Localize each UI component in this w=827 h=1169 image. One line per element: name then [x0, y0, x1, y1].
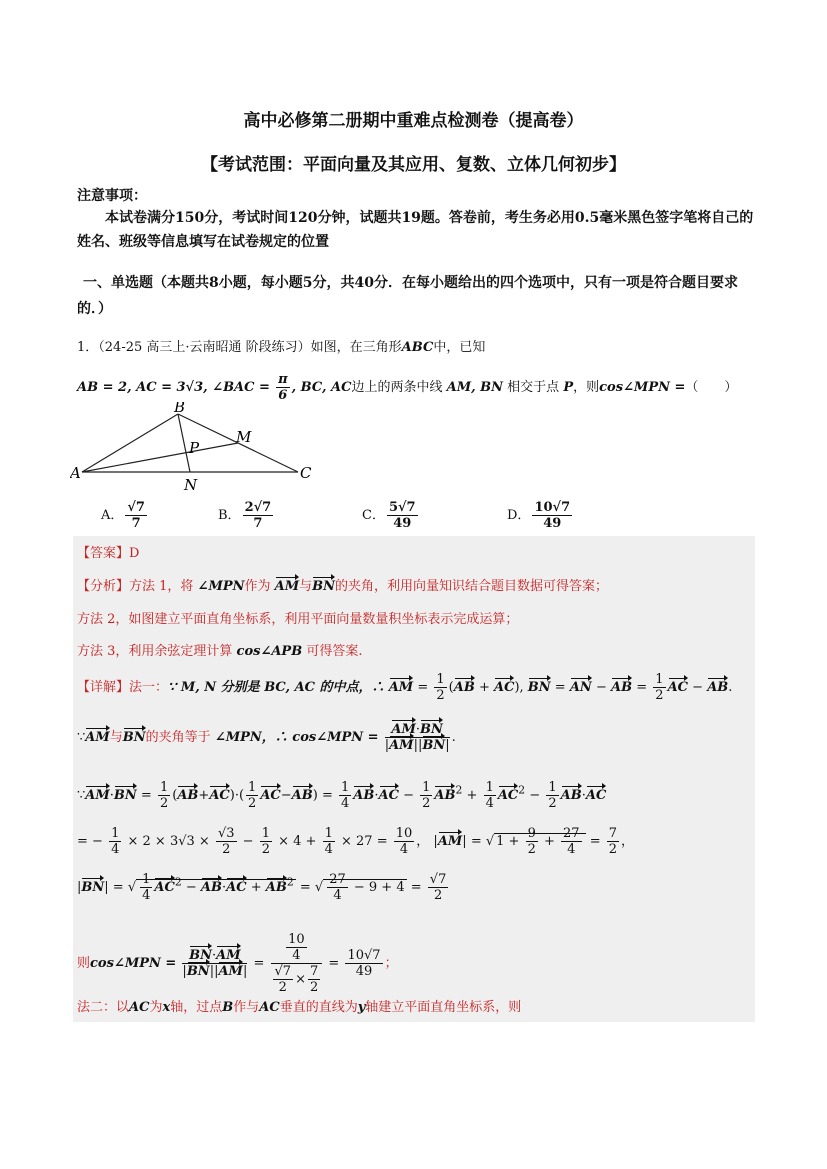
option-fraction [125, 500, 147, 531]
vector-ab: AB [200, 880, 222, 895]
segment-ac: AC [259, 1000, 280, 1015]
eq-sign: = [328, 956, 340, 971]
frac-num: √7 [429, 872, 447, 887]
frac-num: 27 [563, 826, 580, 841]
midpoint-statement: ∵ M, N 分别是 BC, AC 的中点，∴ [168, 680, 385, 695]
section-heading: 一、单选题（本题共8小题，每小题5分，共40分．在每小题给出的四个选项中，只有一项是符合题目要求的．） [77, 275, 738, 317]
frac-num: π [278, 372, 288, 387]
dot: · [415, 722, 421, 737]
page-title: 高中必修第二册期中重难点检测卷（提高卷） [243, 111, 584, 131]
frac-den: 4 [142, 888, 151, 903]
frac-den: 2 [278, 980, 287, 995]
segment-ac: AC [129, 1000, 150, 1015]
vector-bn: BN [189, 948, 212, 963]
half-fraction [246, 780, 258, 811]
analysis-line-3 [77, 640, 362, 659]
frac-num: 1 [248, 780, 257, 795]
y-axis-var: y [357, 1000, 366, 1015]
frac-den: 4 [333, 888, 342, 903]
detail-line-3: ∵AM·BN = $\frac{1}{2}$ (AB+AC)·( $\frac{1}{2}$ AC−AB) = $\frac{1}{4}$ AB·AC − $\frac{1}{2}$ $AB^2$ + $\frac{1}{4}$ $AC^2$ − $\frac{1}{2}$ AB·AC [77, 780, 607, 811]
medians: AM, BN [446, 380, 504, 395]
frac-num: 1 [341, 780, 350, 795]
eq-sign: = [470, 834, 482, 849]
point-b: B [222, 1000, 234, 1015]
sqrt7-over-2 [428, 872, 449, 903]
vector-ac: AC [260, 788, 281, 803]
eq-sign: = [410, 880, 422, 895]
expr: × 4 + [278, 834, 317, 849]
cos-fraction: $\frac{BN\cdot AM}{|BN||AM|}$ [182, 948, 248, 979]
vector-bn: BN [122, 730, 146, 745]
detail-line-5: |BN| = √ $\frac{1}{4}$ $AC^2 - AB\cdot AC + AB^2$ = √ $\frac{27}{4}$ − 9 + 4 = $\frac{√7}{2}$ [77, 872, 447, 903]
cos-apb: cos∠APB [236, 644, 303, 659]
quarter-fraction [323, 826, 335, 857]
detail-text: 垂直的直线为 [279, 1000, 358, 1015]
frac-den: 2 [436, 688, 445, 703]
notice-text: 本试卷满分150分，考试时间120分钟，试题共19题。答卷前，考生务必用0.5毫米黑色签字笔将自己的姓名、班级等信息填写在试卷规定的位置 [77, 210, 754, 250]
cos-formula: ，∴ cos∠MPN = [261, 730, 379, 745]
vector-an: AN [569, 680, 592, 695]
cos-formula: cos∠MPN = [90, 956, 177, 971]
half-fraction [653, 672, 665, 703]
frac-den: 4 [111, 842, 120, 857]
quarter-fraction [140, 872, 152, 903]
eq-sign: = [112, 880, 124, 895]
sqrt7-over-2 [273, 964, 294, 995]
frac-num: 7 [608, 826, 618, 841]
half-fraction [420, 780, 432, 811]
detail-line-4: = − $\frac{1}{4}$ × 2 × 3√3 × $\frac{√3}{2}$ − $\frac{1}{2}$ × 4 + $\frac{1}{4}$ × 27 = $\frac{10}{4}$ ， |AM| = √ 1 + $\frac{9}{2}$ + $\frac{27}{4}$ = $\frac{7}{2}$ ， [77, 826, 635, 857]
minus-sign: − [280, 788, 292, 803]
frac-den: 2 [222, 842, 231, 857]
frac-den: 2 [159, 796, 169, 811]
method2-line [77, 996, 521, 1015]
frac-num: 1 [159, 780, 169, 795]
sqrt-expr: 1 + $\frac{9}{2}$ + $\frac{27}{4}$ [494, 833, 585, 849]
option-letter: D． [507, 508, 531, 523]
minus-sign: − [185, 880, 197, 895]
pi-over-6 [276, 372, 290, 403]
analysis-text: 【分析】方法 1，将 [77, 579, 194, 594]
frac-den: 4 [399, 842, 409, 857]
question-source: （24-25 高三上·云南昭通 阶段练习） [98, 340, 311, 355]
frac-num: 27 [329, 872, 346, 887]
label-m: M [236, 428, 252, 446]
vector-ab: AB [434, 788, 456, 803]
vector-ab: AB [707, 680, 729, 695]
frac-den: 7 [253, 516, 263, 531]
detail-text: 则 [77, 956, 91, 971]
vector-am: AM [389, 738, 414, 753]
vector-am: AM [216, 948, 241, 963]
frac-den: 4 [485, 796, 494, 811]
condition-math: , BC, AC [291, 380, 352, 395]
sqrt3-over-2 [216, 826, 237, 857]
because-sign: ∵ [77, 788, 86, 803]
expr: 1 + [496, 834, 520, 849]
x-axis-var: x [162, 1000, 171, 1015]
solution-panel [73, 536, 755, 1022]
ten-over-four [394, 826, 415, 857]
expr: × 27 = [341, 834, 388, 849]
analysis-line-1 [77, 575, 608, 594]
frac-den: 2 [608, 842, 618, 857]
vector-ab: AB [265, 880, 287, 895]
frac-den: 2 [422, 796, 431, 811]
frac-num: 2√7 [244, 500, 272, 515]
option-letter: B． [218, 508, 241, 523]
vector-ab: AB [177, 788, 199, 803]
option-letter: A． [101, 508, 124, 523]
frac-num: 1 [655, 672, 664, 687]
answer-blank: （ ） [685, 380, 738, 395]
vector-am: AM [391, 722, 416, 737]
quarter-fraction [484, 780, 496, 811]
option-c[interactable] [362, 500, 420, 531]
frac-den: 2 [548, 796, 557, 811]
frac-num: 10 [395, 826, 413, 841]
stem-text: 如图，在三角形 [310, 340, 402, 355]
detail-line-2: ∵AM与BN的夹角等于 ∠MPN，∴ cos∠MPN = $\frac{AM\cdot BN}{|AM||BN|}$ . [77, 722, 456, 753]
frac-den: 4 [567, 842, 576, 857]
frac-num: 1 [111, 826, 120, 841]
frac-den: 2 [309, 980, 319, 995]
detail-text: 的夹角等于 [145, 730, 211, 745]
eq-sign: = [417, 680, 429, 695]
vector-ac: AC [378, 788, 399, 803]
analysis-text: 可得答案. [306, 644, 363, 659]
point-p: P [563, 380, 574, 395]
times-sign: × [295, 972, 306, 987]
question-stem [77, 336, 485, 355]
detail-text: 为 [149, 1000, 163, 1015]
question-number: 1． [77, 340, 99, 355]
frac-den: 2 [527, 842, 536, 857]
half-fraction [260, 826, 272, 857]
seven-over-two [308, 964, 320, 995]
frac-den: 4 [292, 948, 301, 963]
plus-sign: + [466, 788, 478, 803]
vector-ac: AC [667, 680, 688, 695]
frac-den: 2 [261, 842, 270, 857]
detail-text: 轴建立平面直角坐标系，则 [365, 1000, 522, 1015]
frac-num: 10 [288, 932, 305, 947]
vector-am: AM [85, 788, 110, 803]
eq-sign: = [321, 788, 333, 803]
expr: − [242, 834, 254, 849]
frac-num: 1 [142, 872, 151, 887]
detail-line-1: 【详解】法一：∵ M, N 分别是 BC, AC 的中点，∴ AM = $\frac{1}{2}$ (AB + AC), BN = AN − AB = $\frac{1}{2}$ AC − AB. [77, 672, 733, 703]
expr: × 2 × 3√3 × [127, 834, 210, 849]
frac-num: 1 [548, 780, 557, 795]
comma: ， [416, 834, 430, 849]
half-fraction [434, 672, 446, 703]
minus-sign: − [595, 680, 607, 695]
compound-fraction [271, 932, 323, 995]
frac-den: 2 [433, 888, 443, 903]
vector-ab: AB [353, 788, 375, 803]
vector-am: AM [274, 579, 300, 594]
half-fraction [158, 780, 170, 811]
frac-num: 1 [436, 672, 445, 687]
seven-over-two [607, 826, 619, 857]
vector-am: AM [85, 730, 110, 745]
detail-heading: 【详解】法一： [77, 680, 169, 695]
vector-ac: AC [154, 880, 175, 895]
vector-am: AM [437, 834, 463, 849]
frac-num: 1 [324, 826, 333, 841]
frac-num: √7 [127, 500, 145, 515]
frac-num: 7 [309, 964, 319, 979]
question-ask: cos∠MPN = [599, 380, 686, 395]
vector-ac: AC [209, 788, 230, 803]
plus-sign: + [478, 680, 490, 695]
frac-num: 1 [485, 780, 494, 795]
vector-ab: AB [453, 680, 475, 695]
vector-bn: BN [186, 964, 210, 979]
option-d[interactable] [507, 500, 574, 531]
vector-ab: AB [611, 680, 633, 695]
label-c: C [300, 464, 312, 482]
detail-text: 法二：以 [77, 1000, 130, 1015]
plus-sign: + [250, 880, 262, 895]
exam-scope: 【考试范围：平面向量及其应用、复数、立体几何初步】 [201, 155, 626, 175]
minus-sign: − [692, 680, 704, 695]
cos-fraction: $\frac{AM\cdot BN}{|AM||BN|}$ [384, 722, 450, 753]
square: 2 [286, 875, 294, 889]
quarter-fraction [109, 826, 121, 857]
frac-den: 4 [341, 796, 350, 811]
triangle-name: ABC [401, 340, 434, 355]
detail-line-6 [77, 932, 398, 995]
twentyseven-over-four [327, 872, 348, 903]
plus-sign: + [198, 788, 210, 803]
angle-mpn: ∠MPN [197, 579, 245, 594]
vector-bn: BN [113, 788, 137, 803]
label-a: A [70, 464, 81, 482]
analysis-line-2: 方法 2，如图建立平面直角坐标系，利用平面向量数量积坐标表示完成运算； [77, 612, 519, 627]
option-letter: C． [362, 508, 385, 523]
minus-sign: − [403, 788, 414, 803]
half-fraction [546, 780, 558, 811]
eq-sign: = [253, 956, 265, 971]
frac-den: 2 [655, 688, 664, 703]
vector-ab: AB [291, 788, 313, 803]
vector-bn: BN [422, 738, 446, 753]
vector-bn: BN [527, 680, 551, 695]
vector-ab: AB [560, 788, 582, 803]
vector-ac: AC [585, 788, 607, 803]
eq-sign: = [554, 680, 566, 695]
stem-text: 相交于点 [507, 380, 560, 395]
question-condition [77, 372, 737, 403]
twentyseven-over-four [561, 826, 582, 857]
analysis-text: 的夹角，利用向量知识结合题目数据可得答案； [335, 579, 609, 594]
sqrt-expr [323, 872, 406, 903]
detail-text: 作与 [233, 1000, 260, 1015]
stem-text: 边上的两条中线 [351, 380, 443, 395]
frac-num: 5√7 [388, 500, 416, 515]
vector-ac: AC [497, 788, 519, 803]
frac-den: 2 [248, 796, 257, 811]
result-fraction [345, 948, 382, 979]
quarter-fraction [339, 780, 351, 811]
detail-text: 轴，过点 [170, 1000, 223, 1015]
expr: − 9 + 4 [353, 880, 405, 895]
eq-sign: = [589, 834, 601, 849]
sqrt-expr: $\frac{1}{4}$ $AC^2 - AB\cdot AC + AB^2$ [136, 879, 296, 895]
frac-num: 1 [422, 780, 431, 795]
frac-den: 4 [324, 842, 333, 857]
vector-am: AM [218, 964, 243, 979]
option-a[interactable] [101, 500, 149, 531]
expr: = − [77, 834, 103, 849]
triangle-figure [70, 402, 330, 494]
stem-text: ，则 [573, 380, 600, 395]
eq-sign: = [299, 880, 311, 895]
frac-num: 1 [261, 826, 270, 841]
dot: · [109, 788, 114, 803]
analysis-text: 与 [299, 579, 313, 594]
analysis-text: 作为 [244, 579, 271, 594]
label-b: B [174, 402, 186, 416]
vector-am: AM [388, 680, 414, 695]
vector-bn: BN [81, 880, 105, 895]
eq-sign: = [140, 788, 152, 803]
angle-mpn: ∠MPN [214, 730, 262, 745]
square: 2 [455, 783, 463, 797]
condition-math: AB = 2, AC = 3√3, ∠BAC = [77, 380, 270, 395]
ten-over-four [286, 932, 307, 963]
frac-num: 9 [527, 826, 536, 841]
nine-over-two [526, 826, 538, 857]
stem-text: 中，已知 [433, 340, 486, 355]
option-fraction [387, 500, 418, 531]
square: 2 [174, 875, 182, 889]
option-b[interactable] [218, 500, 275, 531]
label-n: N [184, 476, 198, 494]
answer-line: 【答案】D [77, 546, 140, 561]
vector-bn: BN [312, 579, 336, 594]
eq-sign: = [636, 680, 648, 695]
frac-den: 49 [543, 516, 562, 531]
frac-num: 10√7 [347, 948, 381, 963]
option-fraction [532, 500, 572, 531]
option-fraction [243, 500, 274, 531]
frac-num: 10√7 [534, 500, 571, 515]
vector-bn: BN [420, 722, 443, 737]
semicolon: ； [384, 956, 398, 971]
minus-sign: − [529, 788, 541, 803]
square: 2 [518, 783, 526, 797]
frac-num: √3 [217, 826, 235, 841]
frac-num: √7 [274, 964, 292, 979]
label-p: P [189, 439, 200, 457]
vector-ac: AC [226, 880, 247, 895]
analysis-text: 方法 3，利用余弦定理计算 [77, 644, 233, 659]
frac-den: 49 [355, 964, 373, 979]
notice-heading: 注意事项： [77, 188, 147, 204]
vector-ac: AC [494, 680, 515, 695]
frac-den: 6 [278, 388, 288, 403]
frac-den: 7 [131, 516, 141, 531]
detail-text: 与 [109, 730, 123, 745]
frac-den: 49 [393, 516, 412, 531]
